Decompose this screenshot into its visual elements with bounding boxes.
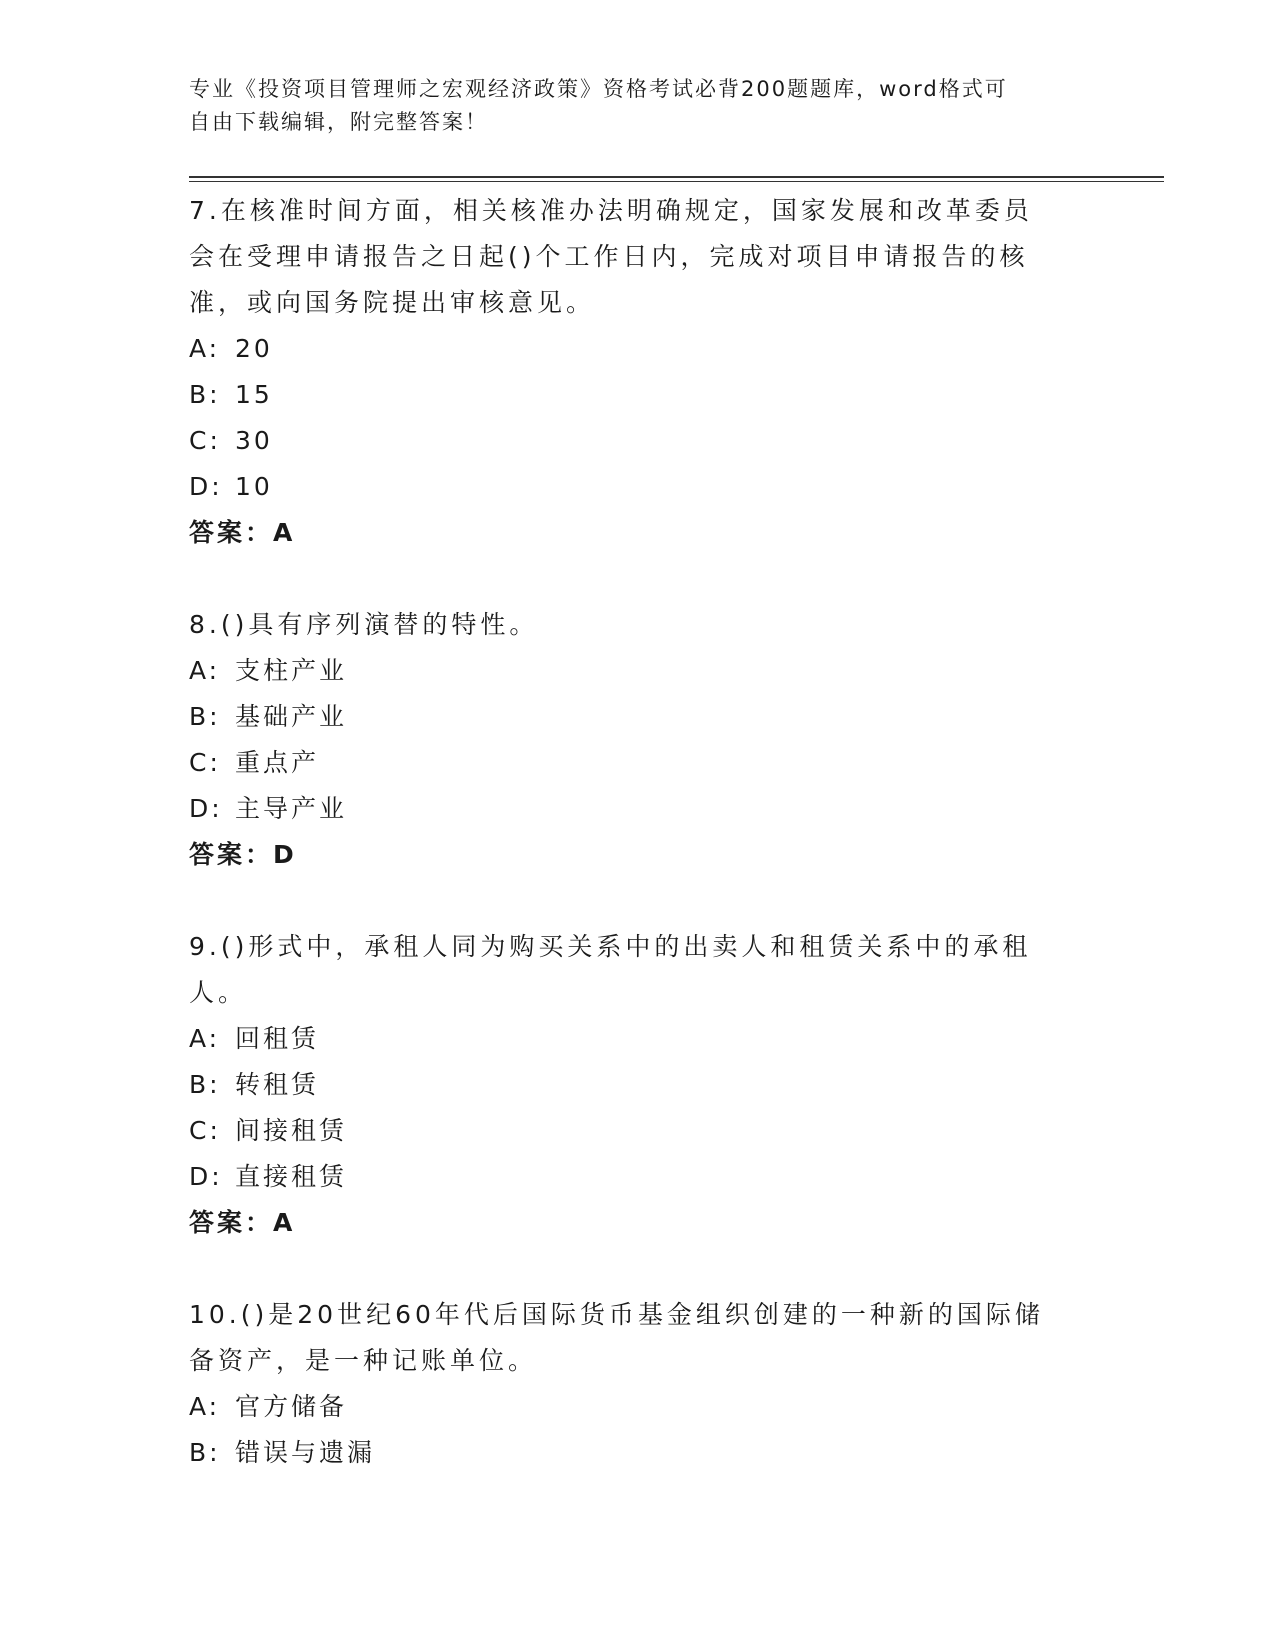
option-d	[189, 1154, 1089, 1200]
option-key: B:	[189, 1438, 221, 1467]
option-key: A:	[189, 1392, 221, 1421]
option-text: 转租赁	[235, 1070, 320, 1099]
option-text: 10	[235, 472, 273, 501]
option-text: 直接租赁	[235, 1162, 348, 1191]
option-text: 主导产业	[235, 794, 348, 823]
option-key: B:	[189, 702, 221, 731]
option-d	[189, 464, 1089, 510]
option-key: C:	[189, 748, 221, 777]
option-text: 官方储备	[235, 1392, 348, 1421]
question-7	[189, 188, 1089, 556]
header-line-1: 专业《投资项目管理师之宏观经济政策》资格考试必背200题题库，word格式可	[189, 77, 1008, 101]
option-key: B:	[189, 1070, 221, 1099]
option-key: D:	[189, 794, 223, 823]
header-divider	[189, 176, 1164, 178]
question-10	[189, 1292, 1089, 1476]
option-text: 基础产业	[235, 702, 348, 731]
header-line-2: 自由下载编辑，附完整答案！	[189, 110, 488, 134]
question-8	[189, 602, 1089, 878]
option-key: C:	[189, 1116, 221, 1145]
question-stem: 10.()是20世纪60年代后国际货币基金组织创建的一种新的国际储备资产，是一种记账单位。	[189, 1300, 1044, 1375]
option-a	[189, 1384, 1089, 1430]
question-stem: 9.()形式中，承租人同为购买关系中的出卖人和租赁关系中的承租人。	[189, 932, 1032, 1007]
option-a	[189, 648, 1089, 694]
option-b	[189, 372, 1089, 418]
option-d	[189, 786, 1089, 832]
document-header	[189, 73, 1069, 139]
option-key: A:	[189, 1024, 221, 1053]
option-key: B:	[189, 380, 221, 409]
option-text: 回租赁	[235, 1024, 320, 1053]
option-key: A:	[189, 334, 221, 363]
option-text: 间接租赁	[235, 1116, 348, 1145]
option-text: 支柱产业	[235, 656, 348, 685]
option-b	[189, 694, 1089, 740]
answer-line: 答案：A	[189, 1208, 296, 1237]
option-key: A:	[189, 656, 221, 685]
answer-line: 答案：A	[189, 518, 296, 547]
option-key: D:	[189, 472, 223, 501]
option-text: 15	[235, 380, 273, 409]
question-9	[189, 924, 1089, 1246]
option-a	[189, 1016, 1089, 1062]
option-c	[189, 1108, 1089, 1154]
option-c	[189, 418, 1089, 464]
option-b	[189, 1062, 1089, 1108]
option-text: 错误与遗漏	[235, 1438, 376, 1467]
option-text: 20	[235, 334, 273, 363]
option-key: C:	[189, 426, 221, 455]
option-a	[189, 326, 1089, 372]
question-stem: 7.在核准时间方面，相关核准办法明确规定，国家发展和改革委员会在受理申请报告之日起()个工作日内，完成对项目申请报告的核准，或向国务院提出审核意见。	[189, 196, 1033, 317]
option-key: D:	[189, 1162, 223, 1191]
question-stem: 8.()具有序列演替的特性。	[189, 610, 539, 639]
header-divider-thin	[189, 181, 1164, 182]
question-list	[189, 188, 1089, 1522]
option-c	[189, 740, 1089, 786]
option-b	[189, 1430, 1089, 1476]
answer-line: 答案：D	[189, 840, 297, 869]
option-text: 重点产	[235, 748, 320, 777]
option-text: 30	[235, 426, 273, 455]
